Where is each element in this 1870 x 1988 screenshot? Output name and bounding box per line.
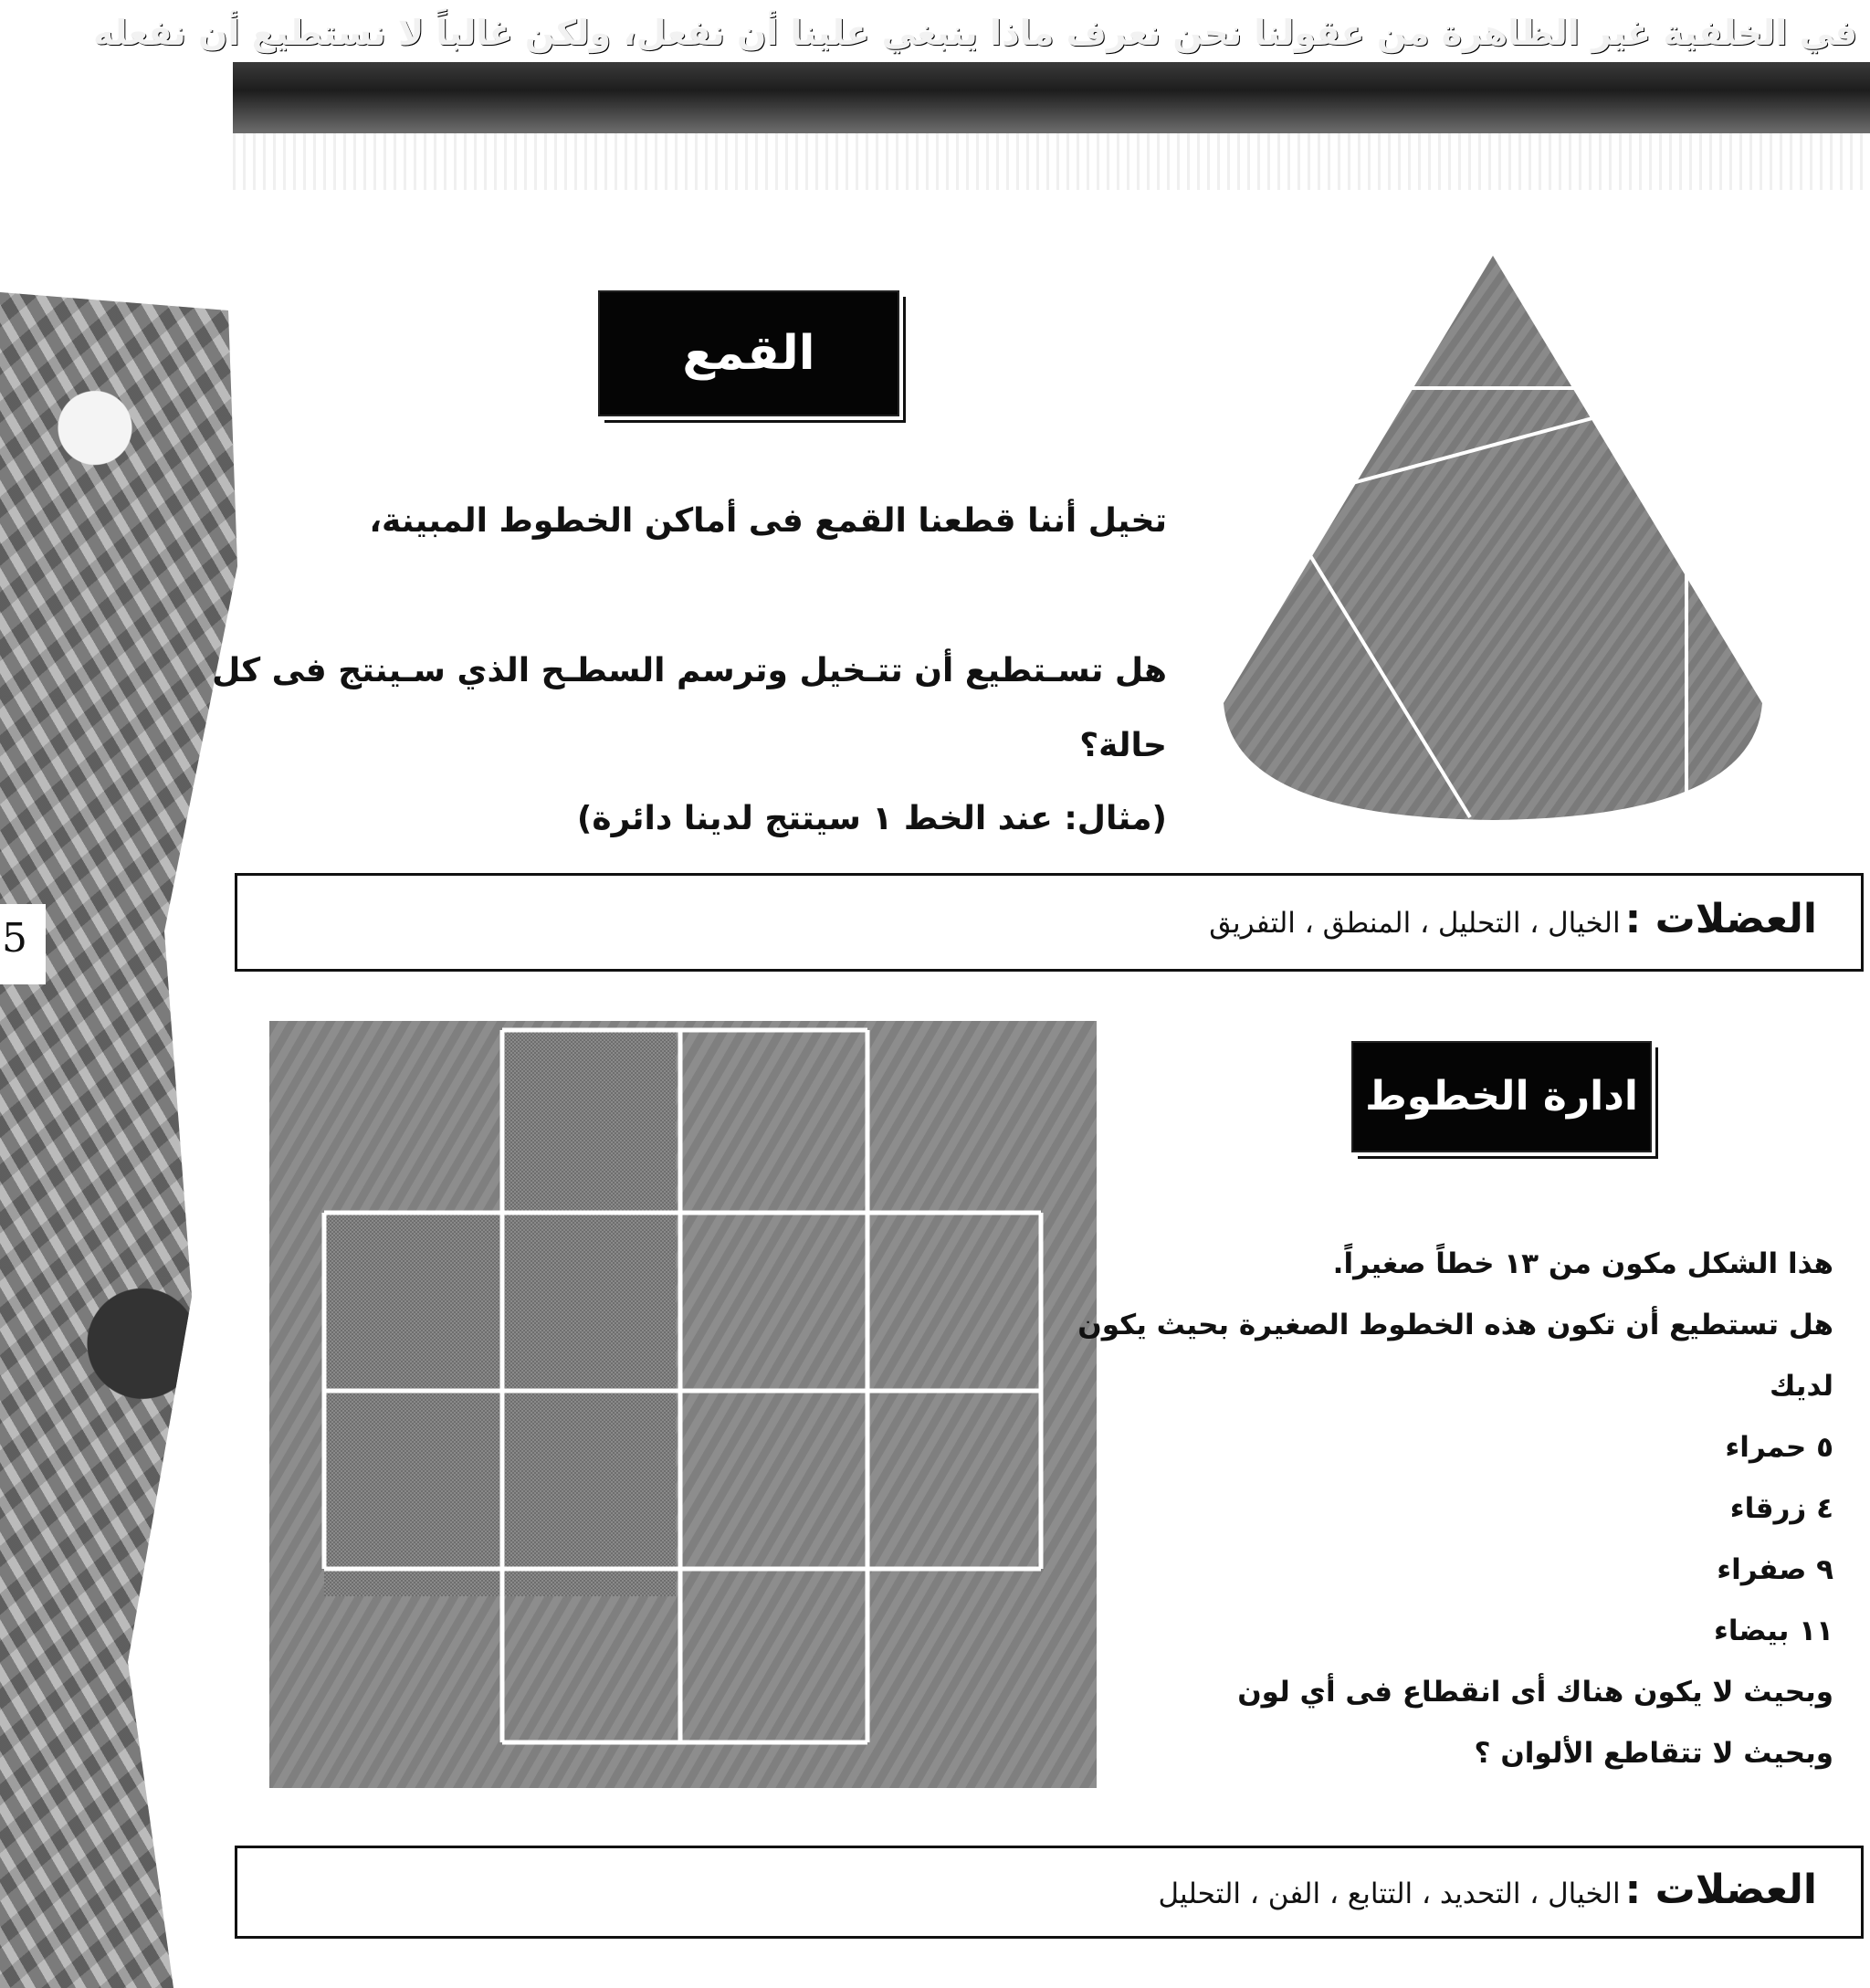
lines-text-blue: ٤ زرقاء: [1729, 1492, 1833, 1525]
muscles-box-1: [235, 873, 1864, 972]
cone-label-2: 2: [1289, 521, 1301, 540]
page-number: 5: [2, 915, 27, 962]
lines-grid-figure: [269, 1021, 1097, 1788]
banner-texture: [233, 133, 1870, 190]
lines-text-yellow: ٩ صفراء: [1717, 1553, 1833, 1586]
muscles-list: الخيال ، التحديد ، التتابع ، الفن ، التحليل: [1158, 1878, 1621, 1910]
muscles-box-2: [235, 1846, 1864, 1939]
lines-text-no-gap: وبحيث لا يكون هناك أى انقطاع فى أي لون: [1237, 1676, 1833, 1709]
muscles-line-2: [1159, 1867, 1817, 1913]
section-title-funnel: القمع: [598, 290, 899, 416]
funnel-example: (مثال: عند الخط ١ سيتتج لدينا دائرة): [576, 800, 1167, 837]
grid-cell: [502, 1030, 676, 1213]
lines-text-2: هل تستطيع أن تكون هذه الخطوط الصغيرة بحيث يكون: [1077, 1309, 1833, 1341]
muscles-label: العضلات :: [1624, 1867, 1817, 1913]
cone-label-4: 4: [1680, 535, 1692, 554]
funnel-paragraph-2-cont: حالة؟: [1079, 727, 1167, 764]
banner-quote: في الخلفية غير الظاهرة من عقولنا نحن نعرف ماذا ينبغي علينا أن نفعل، ولكن غالباً لا نستطيع أن نفعله: [93, 13, 1857, 53]
muscles-line-1: [1209, 896, 1817, 942]
funnel-paragraph-1: تخيل أننا قطعنا القمع فى أماكن الخطوط المبينة،: [369, 502, 1167, 540]
funnel-paragraph-2: هل تسـتطيع أن تتـخيل وترسم السطـح الذي سـينتج فى كل: [212, 652, 1167, 689]
cone-figure: [1196, 247, 1835, 831]
lines-text-1: هذا الشكل مكون من ١٣ خطاً صغيراً.: [1332, 1247, 1833, 1280]
cone-label-3: 3: [1313, 484, 1325, 503]
section-title-lines: ادارة الخطوط: [1351, 1041, 1652, 1152]
lines-text-3: لديك: [1769, 1370, 1833, 1403]
decorative-collage-image: [0, 292, 237, 1988]
header-banner: [233, 62, 1870, 133]
lines-text-no-cross: وبحيث لا تتقاطع الألوان ؟: [1474, 1737, 1833, 1770]
muscles-label: العضلات :: [1624, 896, 1817, 942]
lines-text-red: ٥ حمراء: [1725, 1431, 1833, 1464]
lines-text-white: ١١ بيضاء: [1714, 1615, 1833, 1647]
cone-label-1: 1: [1385, 378, 1397, 397]
muscles-list: الخيال ، التحليل ، المنطق ، التفريق: [1209, 907, 1621, 940]
